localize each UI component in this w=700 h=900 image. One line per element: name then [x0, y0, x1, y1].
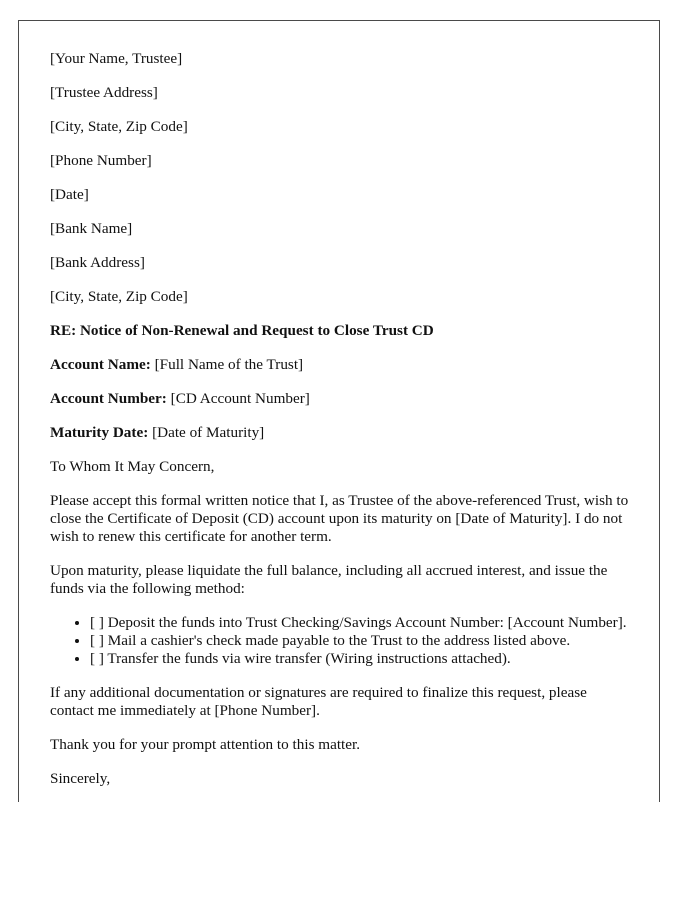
sender-name: [Your Name, Trustee] — [50, 50, 183, 67]
letter-page — [18, 20, 660, 802]
body-paragraph-1: Please accept this formal written notice that I, as Trustee of the above-referenced Trust, wish to close the Certificate of Deposit (CD) account upon its maturity on [Date of Maturity]. I do not wish to renew this certificate for another term. — [50, 492, 629, 545]
account-number-value: [CD Account Number] — [170, 390, 310, 407]
body-paragraph-4: Thank you for your prompt attention to this matter. — [50, 736, 361, 753]
maturity-date-label: Maturity Date: — [50, 424, 149, 441]
payment-option-deposit: • [ ] Deposit the funds into Trust Checking/Savings Account Number: [Account Number]. — [90, 614, 630, 632]
closing: Sincerely, — [50, 770, 111, 787]
bank-city-state-zip: [City, State, Zip Code] — [50, 288, 188, 305]
account-number-line — [50, 390, 630, 408]
body-paragraph-2: Upon maturity, please liquidate the full balance, including all accrued interest, and issue the funds via the following method: — [50, 562, 608, 597]
subject-line: RE: Notice of Non-Renewal and Request to Close Trust CD — [50, 322, 434, 339]
account-name-label: Account Name: — [50, 356, 151, 373]
maturity-date-value: [Date of Maturity] — [152, 424, 265, 441]
payment-options-list — [50, 614, 630, 668]
bank-address: [Bank Address] — [50, 254, 145, 271]
letter-date: [Date] — [50, 186, 89, 203]
bank-name: [Bank Name] — [50, 220, 133, 237]
salutation: To Whom It May Concern, — [50, 458, 215, 475]
account-name-line — [50, 356, 630, 374]
sender-city-state-zip: [City, State, Zip Code] — [50, 118, 188, 135]
account-number-label: Account Number: — [50, 390, 167, 407]
letter-content — [50, 50, 630, 802]
account-name-value: [Full Name of the Trust] — [154, 356, 304, 373]
sender-phone: [Phone Number] — [50, 152, 152, 169]
body-paragraph-3: If any additional documentation or signatures are required to finalize this request, please contact me immediately at [Phone Number]. — [50, 684, 587, 719]
payment-option-cashiers-check: • [ ] Mail a cashier's check made payable to the Trust to the address listed above. — [90, 632, 630, 650]
sender-address: [Trustee Address] — [50, 84, 158, 101]
payment-option-wire-transfer: • [ ] Transfer the funds via wire transfer (Wiring instructions attached). — [90, 650, 630, 668]
maturity-date-line — [50, 424, 630, 442]
